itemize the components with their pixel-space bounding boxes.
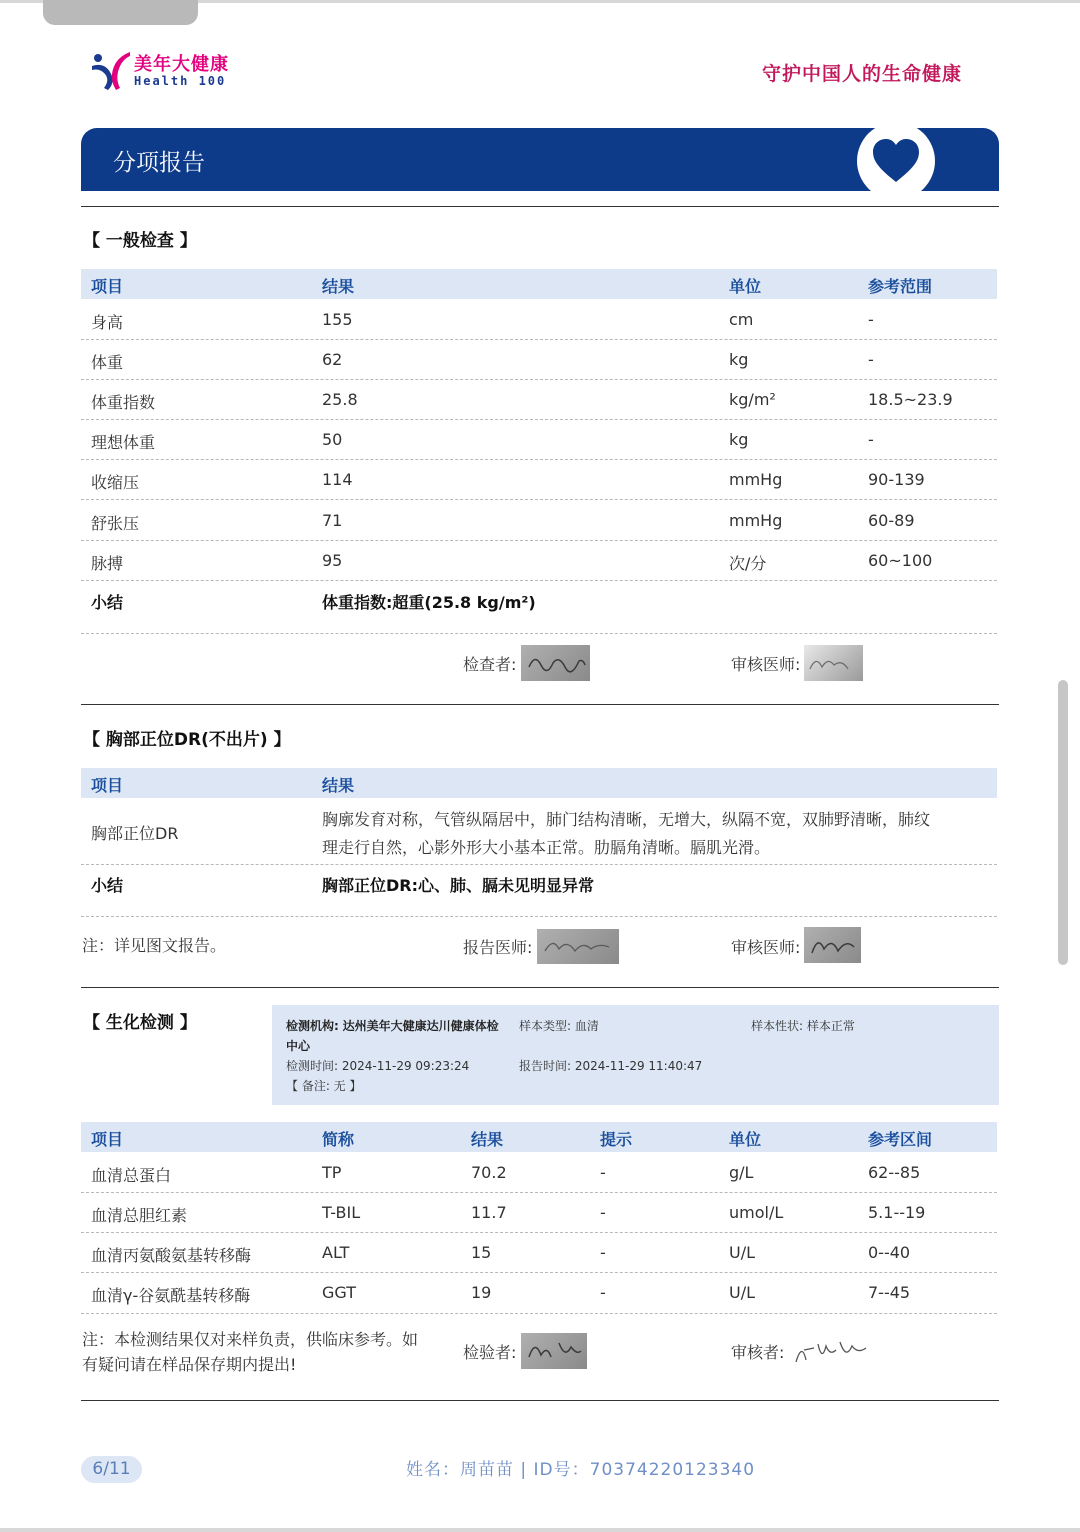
chest-note: 注：详见图文报告。	[82, 936, 227, 955]
org-label: 检测机构:	[286, 1019, 339, 1033]
cell-ref: 5.1--19	[868, 1203, 926, 1222]
cell-item: 脉搏	[91, 554, 124, 573]
biochem-info-box	[272, 1005, 999, 1105]
test-time: 检测时间: 2024-11-29 09:23:24	[286, 1059, 470, 1073]
general-table-header	[81, 269, 997, 299]
cell-ref: 90-139	[868, 470, 925, 489]
banner-title: 分项报告	[113, 150, 205, 176]
col-ref: 参考范围	[868, 277, 933, 296]
sample-type: 样本类型: 血清	[519, 1019, 599, 1033]
col-result: 结果	[322, 776, 355, 795]
logo-chinese-text: 美年大健康	[134, 54, 229, 75]
cell-hint: -	[600, 1163, 606, 1182]
table-row	[81, 501, 997, 541]
sample-state: 样本性状: 样本正常	[751, 1019, 855, 1033]
cell-hint: -	[600, 1283, 606, 1302]
cell-hint: -	[600, 1203, 606, 1222]
cell-ref: -	[868, 310, 874, 329]
table-row	[81, 541, 997, 581]
cell-abbr: ALT	[322, 1243, 350, 1262]
summary-text: 胸部正位DR:心、肺、膈未见明显异常	[322, 876, 595, 895]
col-item: 项目	[91, 277, 124, 296]
signature-image	[804, 645, 863, 681]
signature-image	[804, 927, 861, 963]
cell-item: 身高	[91, 313, 124, 332]
cell-result: 95	[322, 551, 343, 570]
cell-unit: mmHg	[729, 511, 783, 530]
cell-item: 血清γ-谷氨酰基转移酶	[91, 1286, 251, 1305]
reviewer-signature	[792, 1332, 870, 1370]
heart-badge	[857, 128, 935, 191]
col-item: 项目	[91, 1130, 124, 1149]
biochem-note-line1: 注：本检测结果仅对来样负责，供临床参考。如	[82, 1330, 419, 1349]
table-row	[81, 1193, 997, 1233]
page-number: 6/11	[81, 1456, 142, 1483]
col-unit: 单位	[729, 1130, 762, 1149]
cell-ref: 0--40	[868, 1243, 911, 1262]
reviewer-signature	[804, 927, 861, 963]
reviewer-label: 审核医师:	[731, 655, 801, 674]
org-line1	[286, 1017, 499, 1034]
chest-table-header	[81, 768, 997, 798]
cell-result: 50	[322, 430, 343, 449]
logo-mark-icon	[90, 48, 132, 92]
section-divider	[81, 987, 999, 988]
cell-result: 71	[322, 511, 343, 530]
cell-result: 62	[322, 350, 343, 369]
cell-item: 收缩压	[91, 473, 140, 492]
report-time: 报告时间: 2024-11-29 11:40:47	[519, 1059, 703, 1073]
cell-hint: -	[600, 1243, 606, 1262]
table-row	[81, 340, 997, 380]
cell-ref: 60-89	[868, 511, 915, 530]
cell-result: 114	[322, 470, 353, 489]
cell-unit: U/L	[729, 1243, 756, 1262]
examiner-label: 检查者:	[463, 655, 517, 674]
table-row	[81, 1153, 997, 1193]
report-doctor-signature	[537, 929, 619, 964]
logo-english-text: Health 100	[134, 74, 227, 88]
org-value: 达州美年大健康达川健康体检	[342, 1019, 499, 1033]
tester-label: 检验者:	[463, 1343, 517, 1362]
cell-result: 155	[322, 310, 353, 329]
col-ref: 参考区间	[868, 1130, 933, 1149]
section-divider	[81, 1400, 999, 1401]
general-exam-title: 【 一般检查 】	[83, 231, 197, 251]
table-row	[81, 380, 997, 420]
cell-result: 25.8	[322, 390, 358, 409]
cell-unit: umol/L	[729, 1203, 784, 1222]
cell-item: 血清总蛋白	[91, 1166, 172, 1185]
report-doctor-label: 报告医师:	[463, 938, 533, 957]
col-hint: 提示	[600, 1130, 633, 1149]
org-line2: 中心	[286, 1039, 311, 1053]
chest-dr-title: 【 胸部正位DR(不出片) 】	[83, 730, 291, 750]
cell-unit: kg	[729, 430, 749, 449]
vertical-scrollbar[interactable]	[1058, 680, 1068, 965]
biochem-note-line2: 有疑问请在样品保存期内提出!	[82, 1355, 297, 1374]
cell-abbr: GGT	[322, 1283, 356, 1302]
tester-signature	[521, 1333, 587, 1369]
cell-item: 血清总胆红素	[91, 1206, 188, 1225]
cell-item: 血清丙氨酸氨基转移酶	[91, 1246, 252, 1265]
summary-label: 小结	[91, 876, 124, 895]
slogan: 守护中国人的生命健康	[762, 63, 963, 85]
biochem-table-header	[81, 1122, 997, 1152]
cell-ref: -	[868, 430, 874, 449]
cell-unit: kg/m²	[729, 390, 776, 409]
patient-info: 姓名：周苗苗 | ID号：70374220123340	[406, 1460, 756, 1480]
cell-unit: 次/分	[729, 554, 767, 573]
cell-ref: 7--45	[868, 1283, 911, 1302]
signature-image	[521, 645, 590, 681]
col-item: 项目	[91, 776, 124, 795]
bottom-divider	[0, 1528, 1080, 1532]
table-row	[81, 420, 997, 460]
reviewer-label: 审核医师:	[731, 938, 801, 957]
section-divider	[81, 206, 999, 207]
cell-ref: 60~100	[868, 551, 933, 570]
examiner-signature	[521, 645, 590, 681]
cell-abbr: TP	[322, 1163, 342, 1182]
cell-unit: mmHg	[729, 470, 783, 489]
section-banner	[81, 128, 999, 191]
reviewer-signature	[804, 645, 863, 681]
cell-item: 体重	[91, 353, 124, 372]
col-abbr: 简称	[322, 1130, 355, 1149]
cell-item: 理想体重	[91, 433, 156, 452]
summary-text: 体重指数:超重(25.8 kg/m²)	[322, 593, 536, 612]
cell-ref: -	[868, 350, 874, 369]
cell-result: 15	[471, 1243, 492, 1262]
heart-icon	[871, 136, 921, 186]
section-divider	[81, 704, 999, 705]
summary-row	[81, 865, 997, 917]
summary-row	[81, 581, 997, 634]
cell-result-line1: 胸廓发育对称，气管纵隔居中，肺门结构清晰，无增大，纵隔不宽，双肺野清晰，肺纹	[322, 810, 931, 829]
col-unit: 单位	[729, 277, 762, 296]
cell-ref: 62--85	[868, 1163, 921, 1182]
table-row	[81, 1273, 997, 1314]
table-row	[81, 799, 997, 865]
cell-item: 胸部正位DR	[91, 824, 179, 843]
cell-abbr: T-BIL	[322, 1203, 361, 1222]
cell-unit: cm	[729, 310, 754, 329]
signature-image	[537, 929, 619, 964]
col-result: 结果	[471, 1130, 504, 1149]
cell-item: 舒张压	[91, 514, 140, 533]
cell-unit: g/L	[729, 1163, 754, 1182]
summary-label: 小结	[91, 593, 124, 612]
table-row	[81, 1233, 997, 1273]
cell-ref: 18.5~23.9	[868, 390, 953, 409]
table-row	[81, 460, 997, 500]
table-row	[81, 300, 997, 340]
page-indicator-tab	[43, 0, 198, 25]
col-result: 结果	[322, 277, 355, 296]
brand-logo	[90, 48, 240, 94]
cell-result: 19	[471, 1283, 492, 1302]
remark: 【 备注: 无 】	[286, 1079, 362, 1093]
cell-unit: U/L	[729, 1283, 756, 1302]
cell-result: 11.7	[471, 1203, 507, 1222]
cell-result: 70.2	[471, 1163, 507, 1182]
cell-unit: kg	[729, 350, 749, 369]
biochem-title: 【 生化检测 】	[83, 1013, 197, 1033]
signature-image	[521, 1333, 587, 1369]
cell-result-line2: 理走行自然，心影外形大小基本正常。肋膈角清晰。膈肌光滑。	[322, 838, 771, 857]
reviewer-label: 审核者:	[731, 1343, 785, 1362]
cell-item: 体重指数	[91, 393, 156, 412]
